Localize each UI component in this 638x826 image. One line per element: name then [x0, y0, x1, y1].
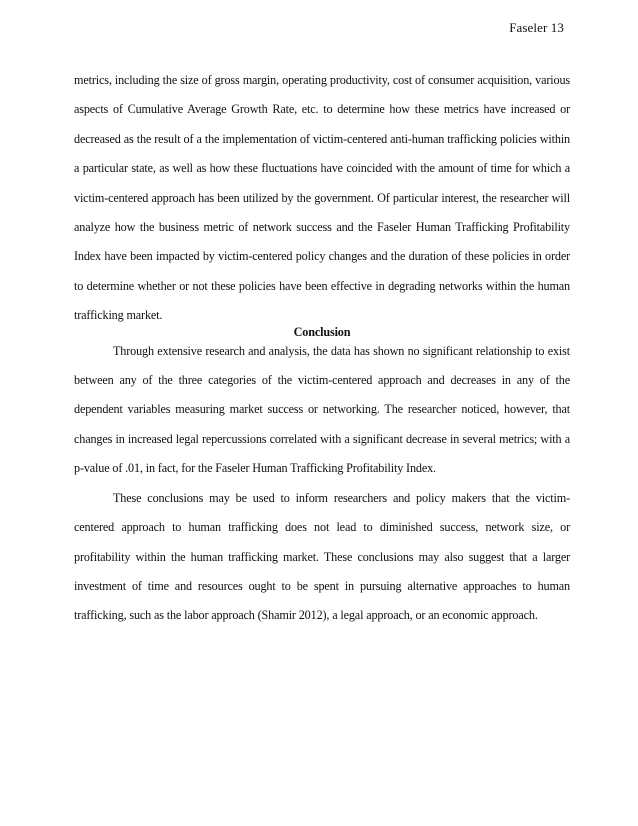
- section-heading-conclusion: Conclusion: [293, 324, 351, 339]
- document-body: [74, 66, 570, 631]
- paragraph-conclusion-findings: Through extensive research and analysis, the data has shown no significant relationship to exist between any of the three categories of the victim-centered approach and decreases in any of the dependent variables measuring market success or networking. The researcher noticed, however, that changes in increased legal repercussions correlated with a significant decrease in several metrics; with a p-value of .01, in fact, for the Faseler Human Trafficking Profitability Index.: [74, 343, 570, 476]
- paragraph-methods-continued: metrics, including the size of gross margin, operating productivity, cost of consumer acquisition, various aspects of Cumulative Average Growth Rate, etc. to determine how these metrics have increased or decreased as the result of a the implementation of victim-centered anti-human trafficking policies within a particular state, as well as how these fluctuations have coincided with the amount of time for which a victim-centered approach has been utilized by the government. Of particular interest, the researcher will analyze how the business metric of network success and the Faseler Human Trafficking Profitability Index have been impacted by victim-centered policy changes and the duration of these policies in order to determine whether or not these policies have been effective in degrading networks within the human trafficking market.: [74, 73, 570, 323]
- running-head: Faseler 13: [509, 20, 564, 35]
- paragraph-conclusion-implications: These conclusions may be used to inform researchers and policy makers that the victim-centered approach to human trafficking does not lead to diminished success, network size, or profitability within the human trafficking market. These conclusions may also suggest that a larger investment of time and resources ought to be spent in pursuing alternative approaches to human trafficking, such as the labor approach (Shamir 2012), a legal approach, or an economic approach.: [74, 490, 570, 623]
